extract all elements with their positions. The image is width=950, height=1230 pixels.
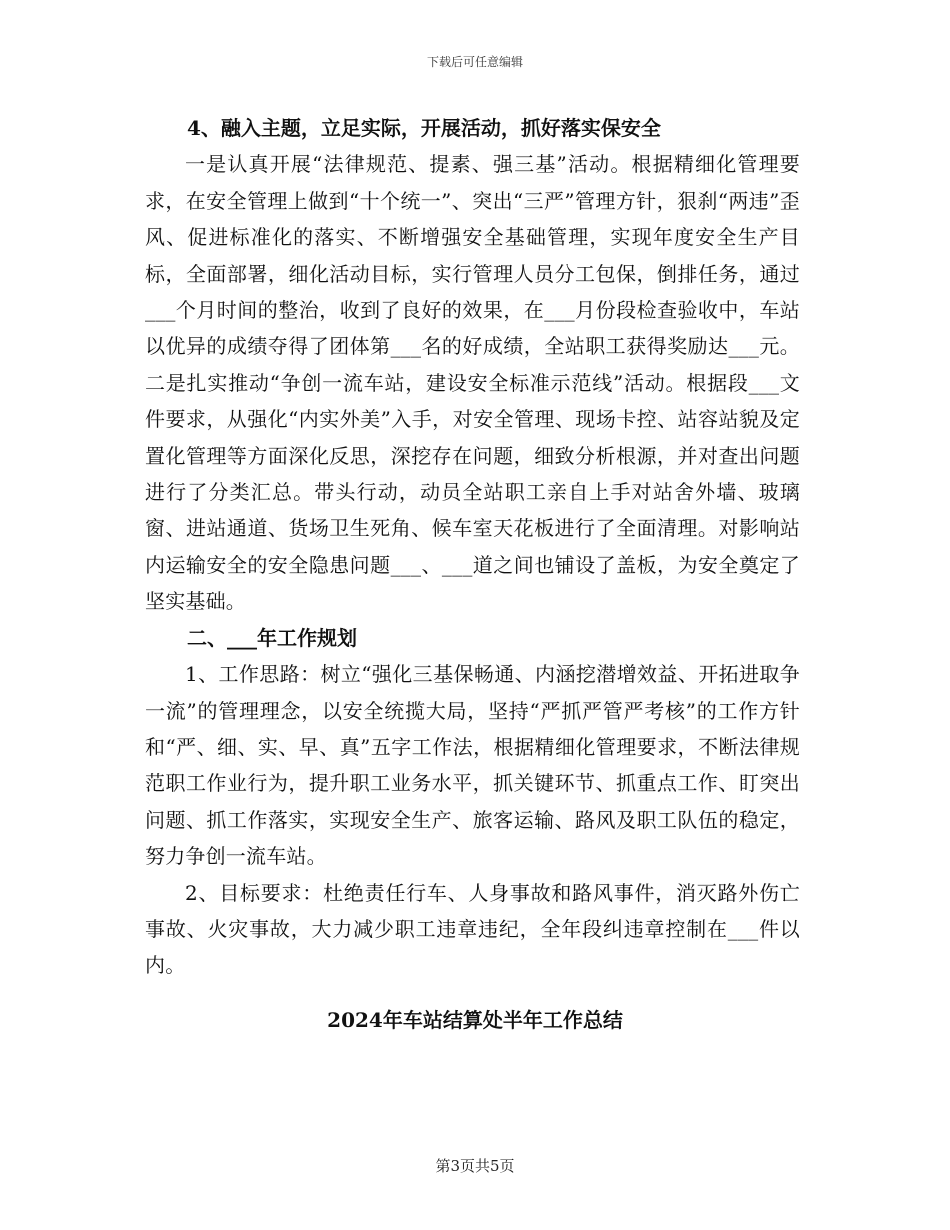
section-4-heading: 4、融入主题，立足实际，开展活动，抓好落实保安全 bbox=[187, 116, 661, 140]
section-2-heading: 二、___年工作规划 bbox=[187, 625, 357, 650]
next-document-title: 2024年车站结算处半年工作总结 bbox=[327, 1008, 623, 1032]
section-4-paragraph: 一是认真开展“法律规范、提素、强三基”活动。根据精细化管理要求，在安全管理上做到“十个统一”、突出“三严”管理方针，狠刹“两违”歪风、促进标准化的落实、不断增强安全基础管理，实现年度安全生产目标，全面部署，细化活动目标，实行管理人员分工包保，倒排任务，通过___个月时间的整治，收到了良好的效果，在___月份段检查验收中，车站以优异的成绩夺得了团体第___名的好成绩，全站职工获得奖励达___元。二是扎实推动“争创一流车站，建设安全标准示范线”活动。根据段___文件要求，从强化“内实外美”入手，对安全管理、现场卡控、站容站貌及定置化管理等方面深化反思，深挖存在问题，细致分析根源，并对查出问题进行了分类汇总。带头行动，动员全站职工亲自上手对站舍外墙、玻璃窗、进站通道、货场卫生死角、候车室天花板进行了全面清理。对影响站内运输安全的安全隐患问题___、___道之间也铺设了盖板，为安全奠定了坚实基础。 bbox=[145, 152, 800, 614]
page-header-note: 下载后可任意编辑 bbox=[426, 55, 523, 69]
document-body bbox=[145, 110, 800, 984]
work-approach-paragraph: 1、工作思路：树立“强化三基保畅通、内涵挖潜增效益、开拓进取争一流”的管理理念，以安全统揽大局，坚持“严抓严管严考核”的工作方针和“严、细、实、早、真”五字工作法，根据精细化管理要求，不断法律规范职工作业行为，提升职工业务水平，抓关键环节、抓重点工作、盯突出问题、抓工作落实，实现安全生产、旅客运输、路风及职工队伍的稳定，努力争创一流车站。 bbox=[145, 662, 800, 869]
target-requirements-paragraph: 2、目标要求：杜绝责任行车、人身事故和路风事件，消灭路外伤亡事故、火灾事故，大力减少职工违章违纪，全年段纠违章控制在___件以内。 bbox=[145, 880, 800, 978]
page-number: 第3页共5页 bbox=[435, 1157, 515, 1175]
